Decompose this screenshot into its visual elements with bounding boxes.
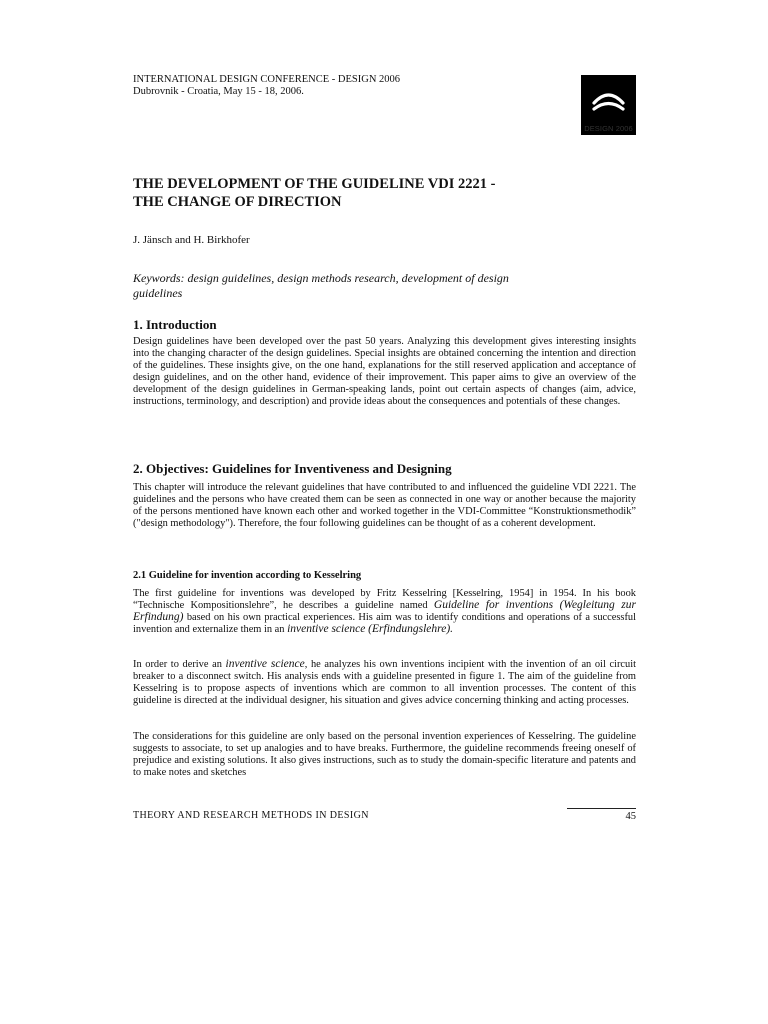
- logo-caption: DESIGN 2006: [584, 124, 633, 133]
- subsection-heading-kesselring: 2.1 Guideline for invention according to Kesselring: [133, 570, 362, 581]
- kesselring-paragraph-3: The considerations for this guideline are only based on the personal invention experiences of Kesselring. The guideline suggests to associate, to set up analogies and to have breaks. Furthermore, the guideline recommends freeing oneself of prejudice and existing solutions. It also gives instructions, such as to study the domain-specific literature and patents and to make notes and sketches: [133, 731, 636, 778]
- running-footer-title: THEORY AND RESEARCH METHODS IN DESIGN: [133, 810, 369, 821]
- paper-title-line1: THE DEVELOPMENT OF THE GUIDELINE VDI 2221 -: [133, 176, 496, 192]
- kesselring-p1-emphasis-1: Guideline for inventions (Wegleitung zur Erfindung): [133, 598, 637, 623]
- arch-logo-icon: [581, 75, 636, 121]
- section-heading-objectives: 2. Objectives: Guidelines for Inventiveness and Designing: [133, 461, 452, 476]
- kesselring-paragraph-2: [133, 659, 636, 707]
- section-heading-introduction: 1. Introduction: [133, 317, 217, 332]
- conference-header: [133, 74, 400, 98]
- introduction-paragraph: Design guidelines have been developed over the past 50 years. Analyzing this development gives interesting insights into the changing character of the design guidelines. Special insights are obtained concerning the intention and direction of the guidelines. These insights give, on the one hand, explanations for the still reserved application and acceptance of design guidelines, and on the other hand, evidence of their improvement. This paper aims to give an overview of the development of the design guidelines in German-speaking lands, point out certain aspects of changes (aim, advice, instructions, terminology, and description) and provide ideas about the consequences and potentials of these changes.: [133, 336, 636, 407]
- page-number: 45: [625, 811, 636, 822]
- paper-authors: J. Jänsch and H. Birkhofer: [133, 234, 250, 246]
- kesselring-p2-text-b: , he analyzes his own inventions incipient with the invention of an oil circuit breaker to a disconnect switch. His analysis ends with a guideline presented in figure 1. The aim of the guideline from Kesselring is to propose aspects of inventions which are common to all invention processes. The content of this guideline is directed at the individual designer, his situation and gives advice concerning thinking and acting processes.: [133, 659, 636, 706]
- kesselring-p1-text-a: The first guideline for inventions was developed by Fritz Kesselring [Kesselring, 1954] in 1954. In his book “Technische Kompositionslehre”, he describes a guideline named: [133, 588, 636, 611]
- kesselring-p2-text-a: In order to derive an: [133, 659, 226, 670]
- objectives-paragraph: This chapter will introduce the relevant guidelines that have contributed to and influenced the guideline VDI 2221. The guidelines and the persons who have created them can be seen as connected in one way or another because the majority of the persons mentioned have known each other and worked together in the VDI-Committee “Konstruktionsmethodik” ("design methodology"). Therefore, the four following guidelines can be thought of as a coherent development.: [133, 482, 636, 529]
- paper-title-line2: THE CHANGE OF DIRECTION: [133, 194, 342, 210]
- conference-location-date: Dubrovnik - Croatia, May 15 - 18, 2006.: [133, 86, 304, 97]
- kesselring-p1-text-b: based on his own practical experiences. His aim was to identify conditions and operations of a successful invention and externalize them in an: [133, 611, 636, 635]
- paper-keywords: Keywords: design guidelines, design methods research, development of design guidelines: [133, 271, 509, 300]
- footer-rule: [567, 808, 636, 809]
- conference-name: INTERNATIONAL DESIGN CONFERENCE - DESIGN 2006: [133, 74, 401, 85]
- kesselring-p1-emphasis-2: inventive science (Erfindungslehre).: [287, 622, 454, 635]
- kesselring-paragraph-1: [133, 588, 636, 636]
- paper-title: [133, 175, 495, 211]
- kesselring-p2-emphasis: inventive science: [225, 658, 305, 670]
